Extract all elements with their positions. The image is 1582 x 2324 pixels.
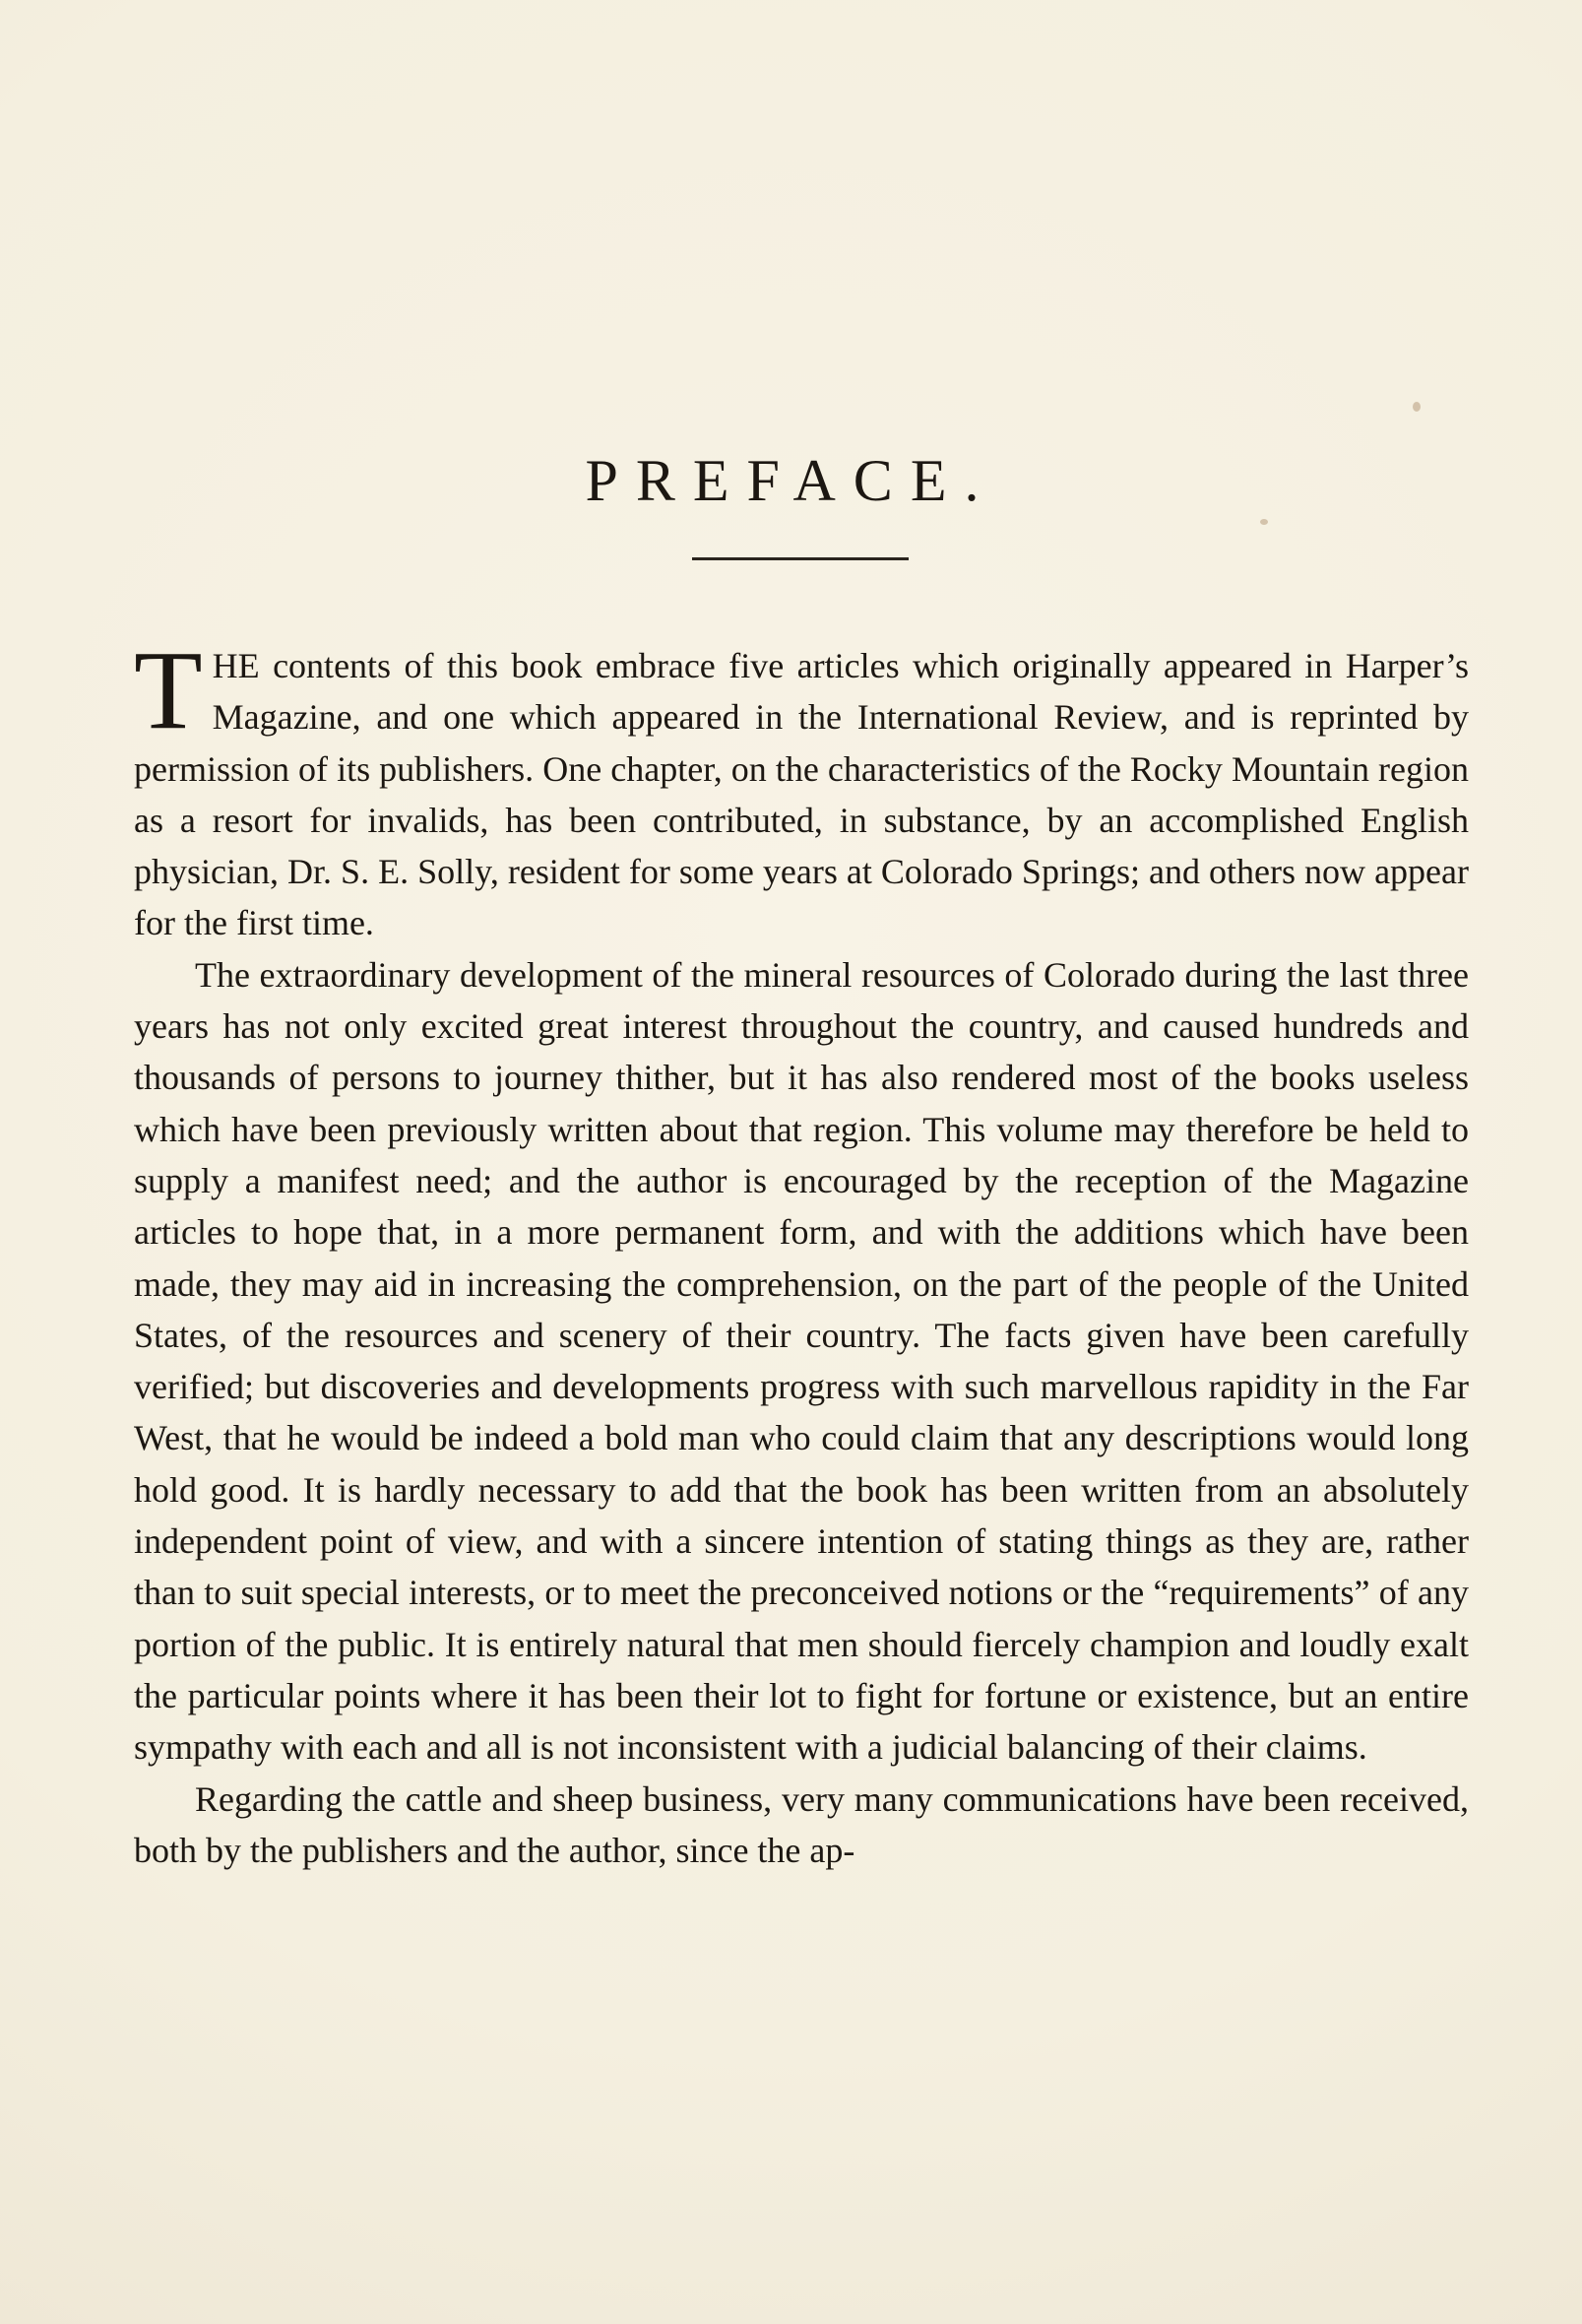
title-rule bbox=[692, 557, 909, 560]
paragraph-3: Regarding the cattle and sheep business, very many communications have been received, both by the publishers and the author, since the ap- bbox=[134, 1778, 1469, 1870]
paper-spot bbox=[1260, 519, 1268, 525]
page-title: PREFACE. bbox=[585, 448, 997, 514]
preface-body bbox=[134, 627, 1469, 1876]
paragraph-1: THE contents of this book embrace five articles which originally appeared in Harper’s Magazine, and one which appeared in the International Review, and is reprinted by permission of its publishers. One chapter, on the characteristics of the Rocky Mountain region as a resort for invalids, has been contributed, in substance, by an accomplished English physician, Dr. S. E. Solly, resident for some years at Colorado Springs; and others now appear for the first time. bbox=[134, 627, 1469, 943]
paper-spot bbox=[1413, 402, 1421, 412]
paragraph-2: The extraordinary development of the mineral resources of Colorado during the last three years has not only excited great interest throughout the country, and caused hundreds and thousands of persons to journey thither, but it has also rendered most of the books useless which have been previously written about that region. This volume may therefore be held to supply a manifest need; and the author is encouraged by the reception of the Magazine articles to hope that, in a more permanent form, and with the additions which have been made, they may aid in increasing the comprehension, on the part of the people of the United States, of the resources and scenery of their country. The facts given have been carefully verified; but discoveries and developments progress with such marvellous rapidity in the Far West, that he would be indeed a bold man who could claim that any descriptions would long hold good. It is hardly necessary to add that the book has been written from an absolutely independent point of view, and with a sincere intention of stating things as they are, rather than to suit special interests, or to meet the preconceived notions or the “requirements” of any portion of the public. It is entirely natural that men should fiercely champion and loudly exalt the particular points where it has been their lot to fight for fortune or existence, but an entire sympathy with each and all is not inconsistent with a judicial balancing of their claims. bbox=[134, 954, 1469, 1768]
